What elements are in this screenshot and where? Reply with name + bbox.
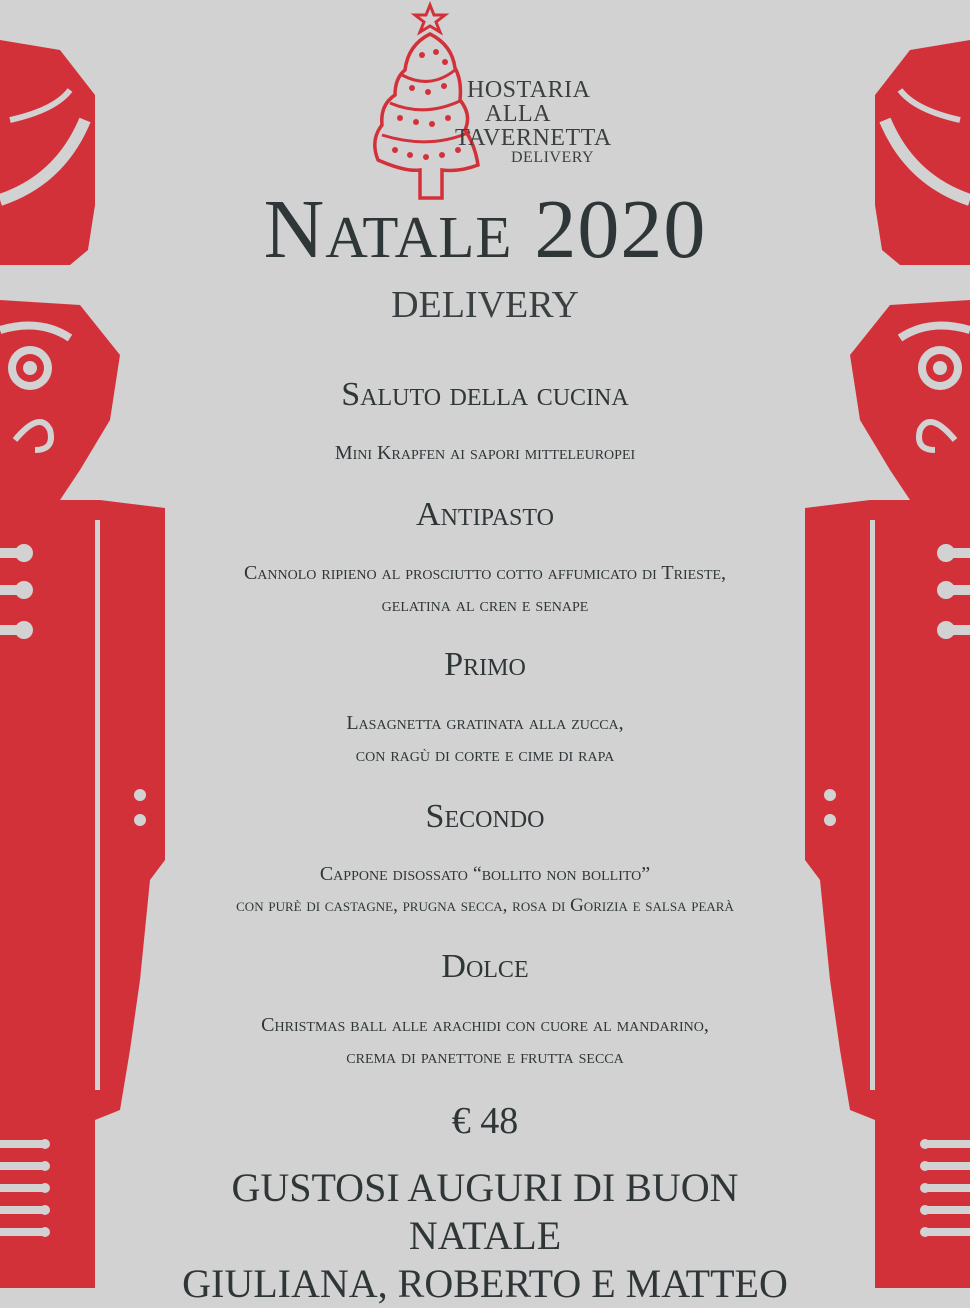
dish-line: con ragù di corte e cime di rapa bbox=[355, 744, 615, 766]
page-title: Natale 2020 bbox=[263, 183, 707, 276]
dish-line: Cappone disossato “bollito non bollito” bbox=[319, 863, 651, 885]
course-heading: Saluto della cucina bbox=[341, 376, 629, 413]
dish-line: Cannolo ripieno al prosciutto cotto affumicato di Trieste, bbox=[243, 562, 727, 584]
greeting-line-2: GIULIANA, ROBERTO E MATTEO bbox=[182, 1261, 788, 1306]
menu-price: € 48 bbox=[451, 1100, 519, 1142]
course-heading: Secondo bbox=[425, 798, 545, 835]
nutcracker-right-icon bbox=[790, 0, 970, 1288]
dish-line: con purè di castagne, prugna secca, rosa di Gorizia e salsa pearà bbox=[236, 895, 734, 916]
menu-content bbox=[160, 0, 810, 1306]
page-subtitle: DELIVERY bbox=[391, 284, 579, 326]
brand-line-1: HOSTARIA bbox=[467, 77, 591, 103]
dish-line: gelatina al cren e senape bbox=[381, 594, 589, 616]
greeting-line-1: GUSTOSI AUGURI DI BUON NATALE bbox=[231, 1165, 739, 1258]
nutcracker-left-icon bbox=[0, 0, 180, 1288]
course-heading: Antipasto bbox=[416, 496, 554, 533]
dish-line: crema di panettone e frutta secca bbox=[346, 1046, 624, 1068]
brand-line-3: TAVERNETTA bbox=[455, 125, 612, 151]
course-heading: Primo bbox=[444, 646, 526, 683]
dish-line: Lasagnetta gratinata alla zucca, bbox=[346, 712, 624, 734]
greeting bbox=[160, 1164, 810, 1308]
brand-wordmark bbox=[455, 78, 625, 166]
dish-line: Christmas ball alle arachidi con cuore al mandarino, bbox=[261, 1014, 709, 1036]
brand-line-4: DELIVERY bbox=[511, 149, 595, 166]
brand-line-2: ALLA bbox=[485, 101, 551, 127]
dish-line: Mini Krapfen ai sapori mitteleuropei bbox=[334, 442, 636, 464]
course-heading: Dolce bbox=[441, 948, 529, 985]
